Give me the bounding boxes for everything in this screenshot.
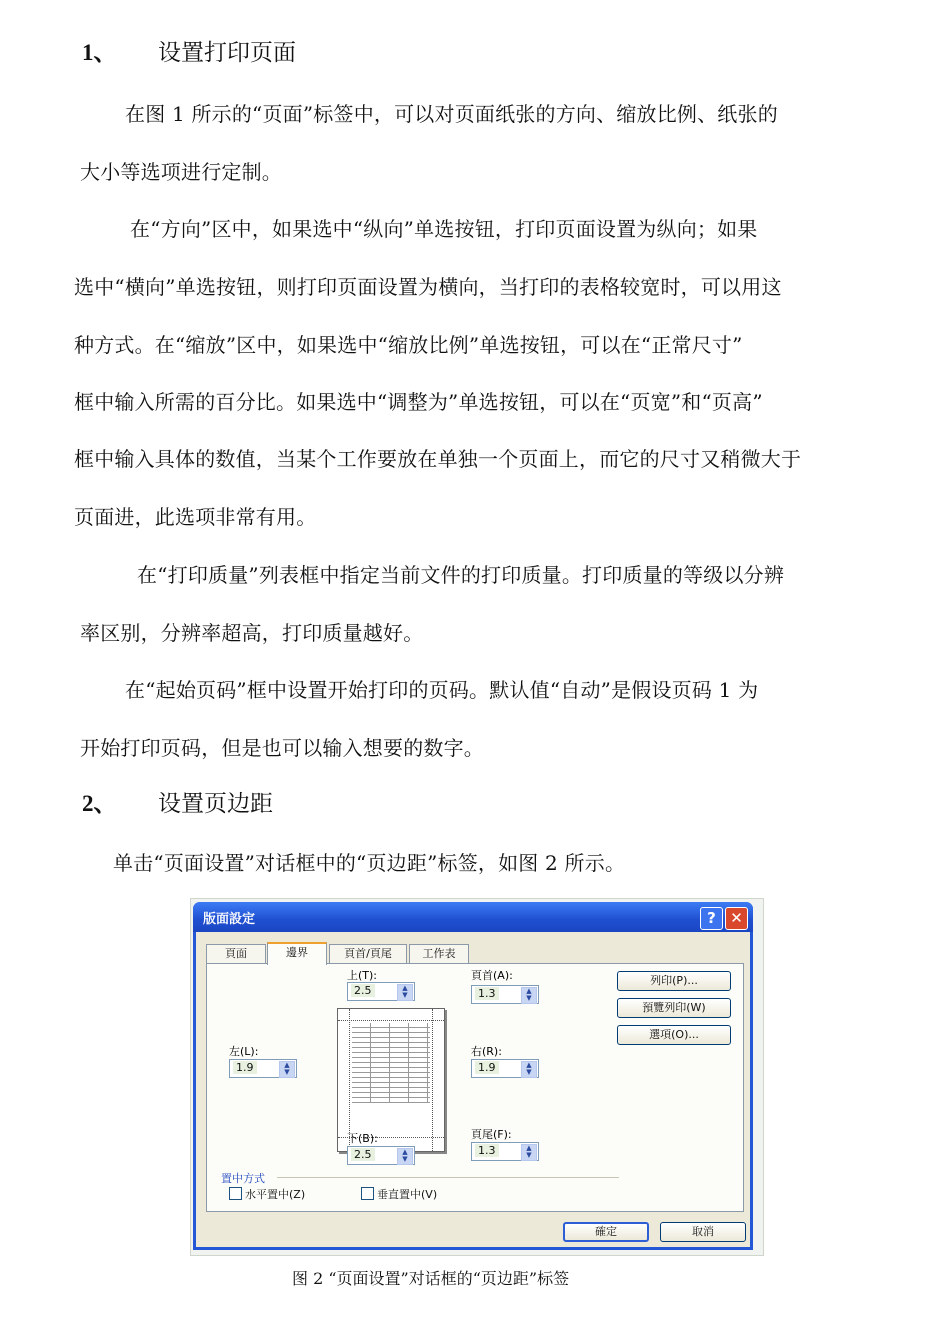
dialog-title: 版面設定 [203,912,256,927]
footer-margin-label: 頁尾(F): [471,1128,512,1141]
center-horizontally-checkbox[interactable] [229,1186,305,1202]
dialog-titlebar[interactable] [193,902,753,932]
paragraph-line: 页面进，此选项非常有用。 [74,505,317,529]
paragraph-line: 开始打印页码，但是也可以输入想要的数字。 [80,736,484,760]
section-number: 2、 [82,791,117,816]
cancel-button[interactable]: 取消 [660,1222,746,1242]
tab-margins[interactable]: 邊界 [267,942,327,965]
paragraph-line: 框中输入所需的百分比。如果选中“调整为”单选按钮，可以在“页宽”和“页高” [74,390,763,414]
paragraph-line: 单击“页面设置”对话框中的“页边距”标签，如图 2 所示。 [113,851,626,875]
tab-header-footer[interactable]: 頁首/頁尾 [329,944,407,963]
spin-arrows-icon[interactable]: ▲ ▼ [279,1061,295,1078]
footer-margin-value: 1.3 [475,1144,499,1157]
dialog-body [196,932,750,1247]
left-margin-spinner[interactable] [229,1059,297,1078]
left-margin-value: 1.9 [233,1061,257,1074]
section-title: 设置打印页面 [158,40,296,66]
spin-arrows-icon[interactable]: ▲ ▼ [397,1148,413,1165]
paragraph-line: 在“起始页码”框中设置开始打印的页码。默认值“自动”是假设页码 1 为 [125,678,759,702]
paragraph-line: 选中“横向”单选按钮，则打印页面设置为横向，当打印的表格较宽时，可以用这 [74,275,782,299]
section-number: 1、 [82,40,117,65]
ok-button[interactable]: 確定 [563,1222,649,1242]
section-title: 设置页边距 [158,791,273,817]
tab-sheet[interactable]: 工作表 [409,944,469,963]
center-horizontally-label: 水平置中(Z) [245,1188,306,1201]
center-on-page-section-label: 置中方式 [221,1172,265,1185]
close-icon[interactable]: ✕ [725,907,748,930]
footer-margin-spinner[interactable] [471,1142,539,1161]
bottom-margin-spinner[interactable] [347,1146,415,1165]
paragraph-line: 在“方向”区中，如果选中“纵向”单选按钮，打印页面设置为纵向；如果 [130,217,758,241]
page-setup-dialog [193,902,753,1250]
print-preview-button[interactable]: 預覽列印(W) [617,998,731,1018]
right-margin-value: 1.9 [475,1061,499,1074]
margins-panel [206,963,744,1212]
print-button[interactable]: 列印(P)... [617,971,731,991]
header-margin-spinner[interactable] [471,985,539,1004]
header-margin-label: 頁首(A): [471,969,513,982]
preview-table-grid [352,1023,430,1103]
checkbox-icon[interactable] [229,1187,242,1200]
paragraph-line: 在“打印质量”列表框中指定当前文件的打印质量。打印质量的等级以分辨 [137,563,785,587]
preview-margin-line [432,1009,433,1151]
paragraph-line: 框中输入具体的数值，当某个工作要放在单独一个页面上，而它的尺寸又稍微大于 [74,447,802,471]
top-margin-value: 2.5 [351,984,375,997]
spin-arrows-icon[interactable]: ▲ ▼ [521,1144,537,1161]
checkbox-icon[interactable] [361,1187,374,1200]
tab-page[interactable]: 頁面 [206,944,266,963]
preview-margin-line [338,1020,444,1021]
section-heading-2 [82,785,273,818]
figure-caption: 图 2 “页面设置”对话框的“页边距”标签 [292,1269,570,1288]
top-margin-label: 上(T): [347,969,378,982]
center-vertically-checkbox[interactable] [361,1186,437,1202]
spin-arrows-icon[interactable]: ▲ ▼ [521,987,537,1004]
paragraph-line: 在图 1 所示的“页面”标签中，可以对页面纸张的方向、缩放比例、纸张的 [125,102,778,126]
header-margin-value: 1.3 [475,987,499,1000]
spin-arrows-icon[interactable]: ▲ ▼ [521,1061,537,1078]
center-vertically-label: 垂直置中(V) [377,1188,438,1201]
right-margin-spinner[interactable] [471,1059,539,1078]
bottom-margin-value: 2.5 [351,1148,375,1161]
section-divider [277,1177,619,1178]
spin-arrows-icon[interactable]: ▲ ▼ [397,984,413,1001]
options-button[interactable]: 選項(O)... [617,1025,731,1045]
right-margin-label: 右(R): [471,1045,502,1058]
bottom-margin-label: 下(B): [347,1132,378,1145]
section-heading-1 [82,34,296,67]
paragraph-line: 种方式。在“缩放”区中，如果选中“缩放比例”单选按钮，可以在“正常尺寸” [74,333,743,357]
paragraph-line: 率区别，分辨率超高，打印质量越好。 [80,621,424,645]
help-icon[interactable]: ? [700,907,723,930]
left-margin-label: 左(L): [229,1045,259,1058]
paragraph-line: 大小等选项进行定制。 [80,160,282,184]
top-margin-spinner[interactable] [347,982,415,1001]
